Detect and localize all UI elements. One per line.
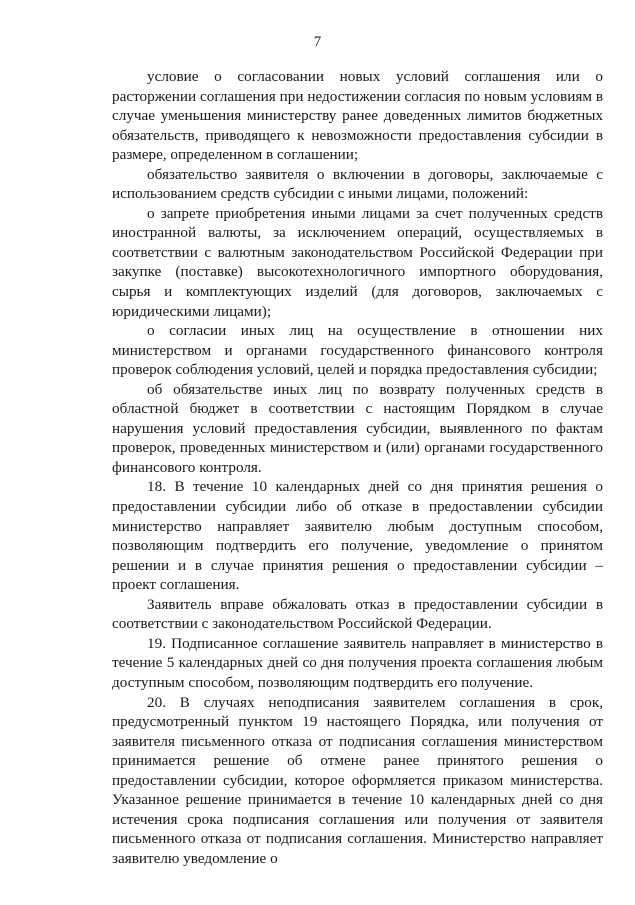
paragraph-item-18: 18. В течение 10 календарных дней со дня принятия решения о предоставлении субсидии либо об отказе в предоставлении субсидии министерство направляет заявителю любым доступным способом, позволяющим подтвердить его получение, уведомление о принятом решении и в случае принятия решения о предоставлении субсидии – проект соглашения. [112, 478, 603, 594]
paragraph-item-20: 20. В случаях неподписания заявителем соглашения в срок, предусмотренный пунктом 19 настоящего Порядка, или получения от заявителя письменного отказа от подписания соглашения министерством принимается решение об отмене ранее принятого решения о предоставлении субсидии, которое оформляется приказом министерства. Указанное решение принимается в течение 10 календарных дней со дня истечения срока подписания соглашения или получения от заявителя письменного отказа от подписания соглашения. Министерство направляет заявителю уведомление о [112, 693, 603, 867]
page-number: 7 [313, 34, 322, 50]
paragraph-foreign-currency-ban: о запрете приобретения иными лицами за счет полученных средств иностранной валюты, за исключением операций, осуществляемых в соответствии с валютным законодательством Российской Федерации при закупке (поставке) высокотехнологичного импортного оборудования, сырья и комплектующих изделий (для договоров, заключаемых с юридическими лицами); [112, 204, 603, 320]
document-body [112, 67, 603, 868]
paragraph-item-19: 19. Подписанное соглашение заявитель направляет в министерство в течение 5 календарных дней со дня получения проекта соглашения любым доступным способом, позволяющим подтвердить его получение. [112, 634, 603, 691]
paragraph-agreement-termination-condition: условие о согласовании новых условий соглашения или о расторжении соглашения при недостижении согласия по новым условиям в случае уменьшения министерству ранее доведенных лимитов бюджетных обязательств, приводящего к невозможности предоставления субсидии в размере, определенном в соглашении; [112, 68, 603, 164]
paragraph-appeal-right: Заявитель вправе обжаловать отказ в предоставлении субсидии в соответствии с законодательством Российской Федерации. [112, 595, 603, 633]
paragraph-contract-provisions-obligation: обязательство заявителя о включении в договоры, заключаемые с использованием средств субсидии с иными лицами, положений: [112, 165, 603, 203]
paragraph-audit-consent: о согласии иных лиц на осуществление в отношении них министерством и органами государственного финансового контроля проверок соблюдения условий, целей и порядка предоставления субсидии; [112, 322, 603, 379]
paragraph-refund-obligation: об обязательстве иных лиц по возврату полученных средств в областной бюджет в соответствии с настоящим Порядком в случае нарушения условий предоставления субсидии, выявленного по фактам проверок, проведенных министерством и (или) органами государственного финансового контроля. [112, 380, 603, 476]
